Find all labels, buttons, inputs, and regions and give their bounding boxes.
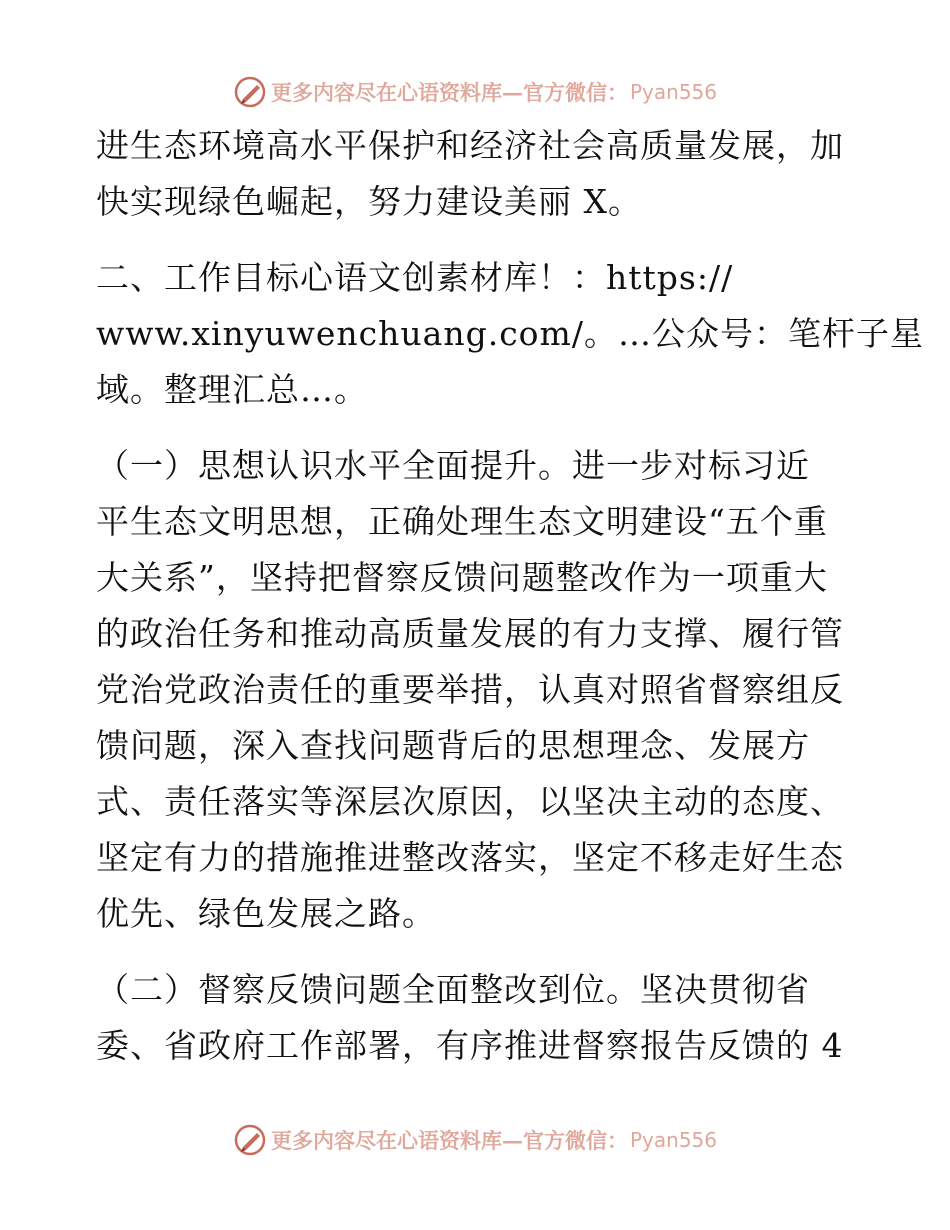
document-body [96, 118, 924, 1074]
text-line: 式、责任落实等深层次原因，以坚决主动的态度、 [96, 782, 844, 821]
paragraph [96, 118, 856, 230]
banner-text: 更多内容尽在心语资料库—官方微信： [270, 80, 628, 105]
text-line: 优先、绿色发展之路。 [96, 894, 436, 933]
paragraph-gap [96, 230, 856, 250]
pen-circle-logo-icon [233, 75, 267, 109]
banner-wechat-id: Pyan556 [629, 1128, 717, 1152]
text-line: （一）思想认识水平全面提升。进一步对标习近 [96, 446, 810, 485]
footer-watermark-banner [0, 1120, 950, 1160]
text-line: 大关系”，坚持把督察反馈问题整改作为一项重大 [96, 558, 828, 597]
text-line: 快实现绿色崛起，努力建设美丽 X。 [96, 182, 642, 221]
text-line: 平生态文明思想，正确处理生态文明建设“五个重 [96, 502, 828, 541]
paragraph [96, 962, 856, 1074]
banner-text: 更多内容尽在心语资料库—官方微信： [270, 1128, 628, 1153]
banner-wechat-id: Pyan556 [629, 80, 717, 104]
text-line: 的政治任务和推动高质量发展的有力支撑、履行管 [96, 614, 844, 653]
text-line: 馈问题，深入查找问题背后的思想理念、发展方 [96, 726, 810, 765]
text-line: 坚定有力的措施推进整改落实，坚定不移走好生态 [96, 838, 844, 877]
text-line: （二）督察反馈问题全面整改到位。坚决贯彻省 [96, 970, 810, 1009]
header-watermark-banner [0, 72, 950, 112]
text-line: 进生态环境高水平保护和经济社会高质量发展，加 [96, 126, 844, 165]
text-line: 党治党政治责任的重要举措，认真对照省督察组反 [96, 670, 844, 709]
text-line: 二、工作目标心语文创素材库！：https:// [96, 258, 734, 297]
paragraph [96, 438, 856, 942]
paragraph-gap [96, 942, 856, 962]
text-line: 域。整理汇总…。 [96, 370, 368, 409]
pen-circle-logo-icon [233, 1123, 267, 1157]
text-line: www.xinyuwenchuang.com/。…公众号：笔杆子星 [96, 314, 924, 353]
paragraph-gap [96, 418, 856, 438]
paragraph [96, 250, 924, 418]
text-line: 委、省政府工作部署，有序推进督察报告反馈的 4 [96, 1026, 844, 1065]
